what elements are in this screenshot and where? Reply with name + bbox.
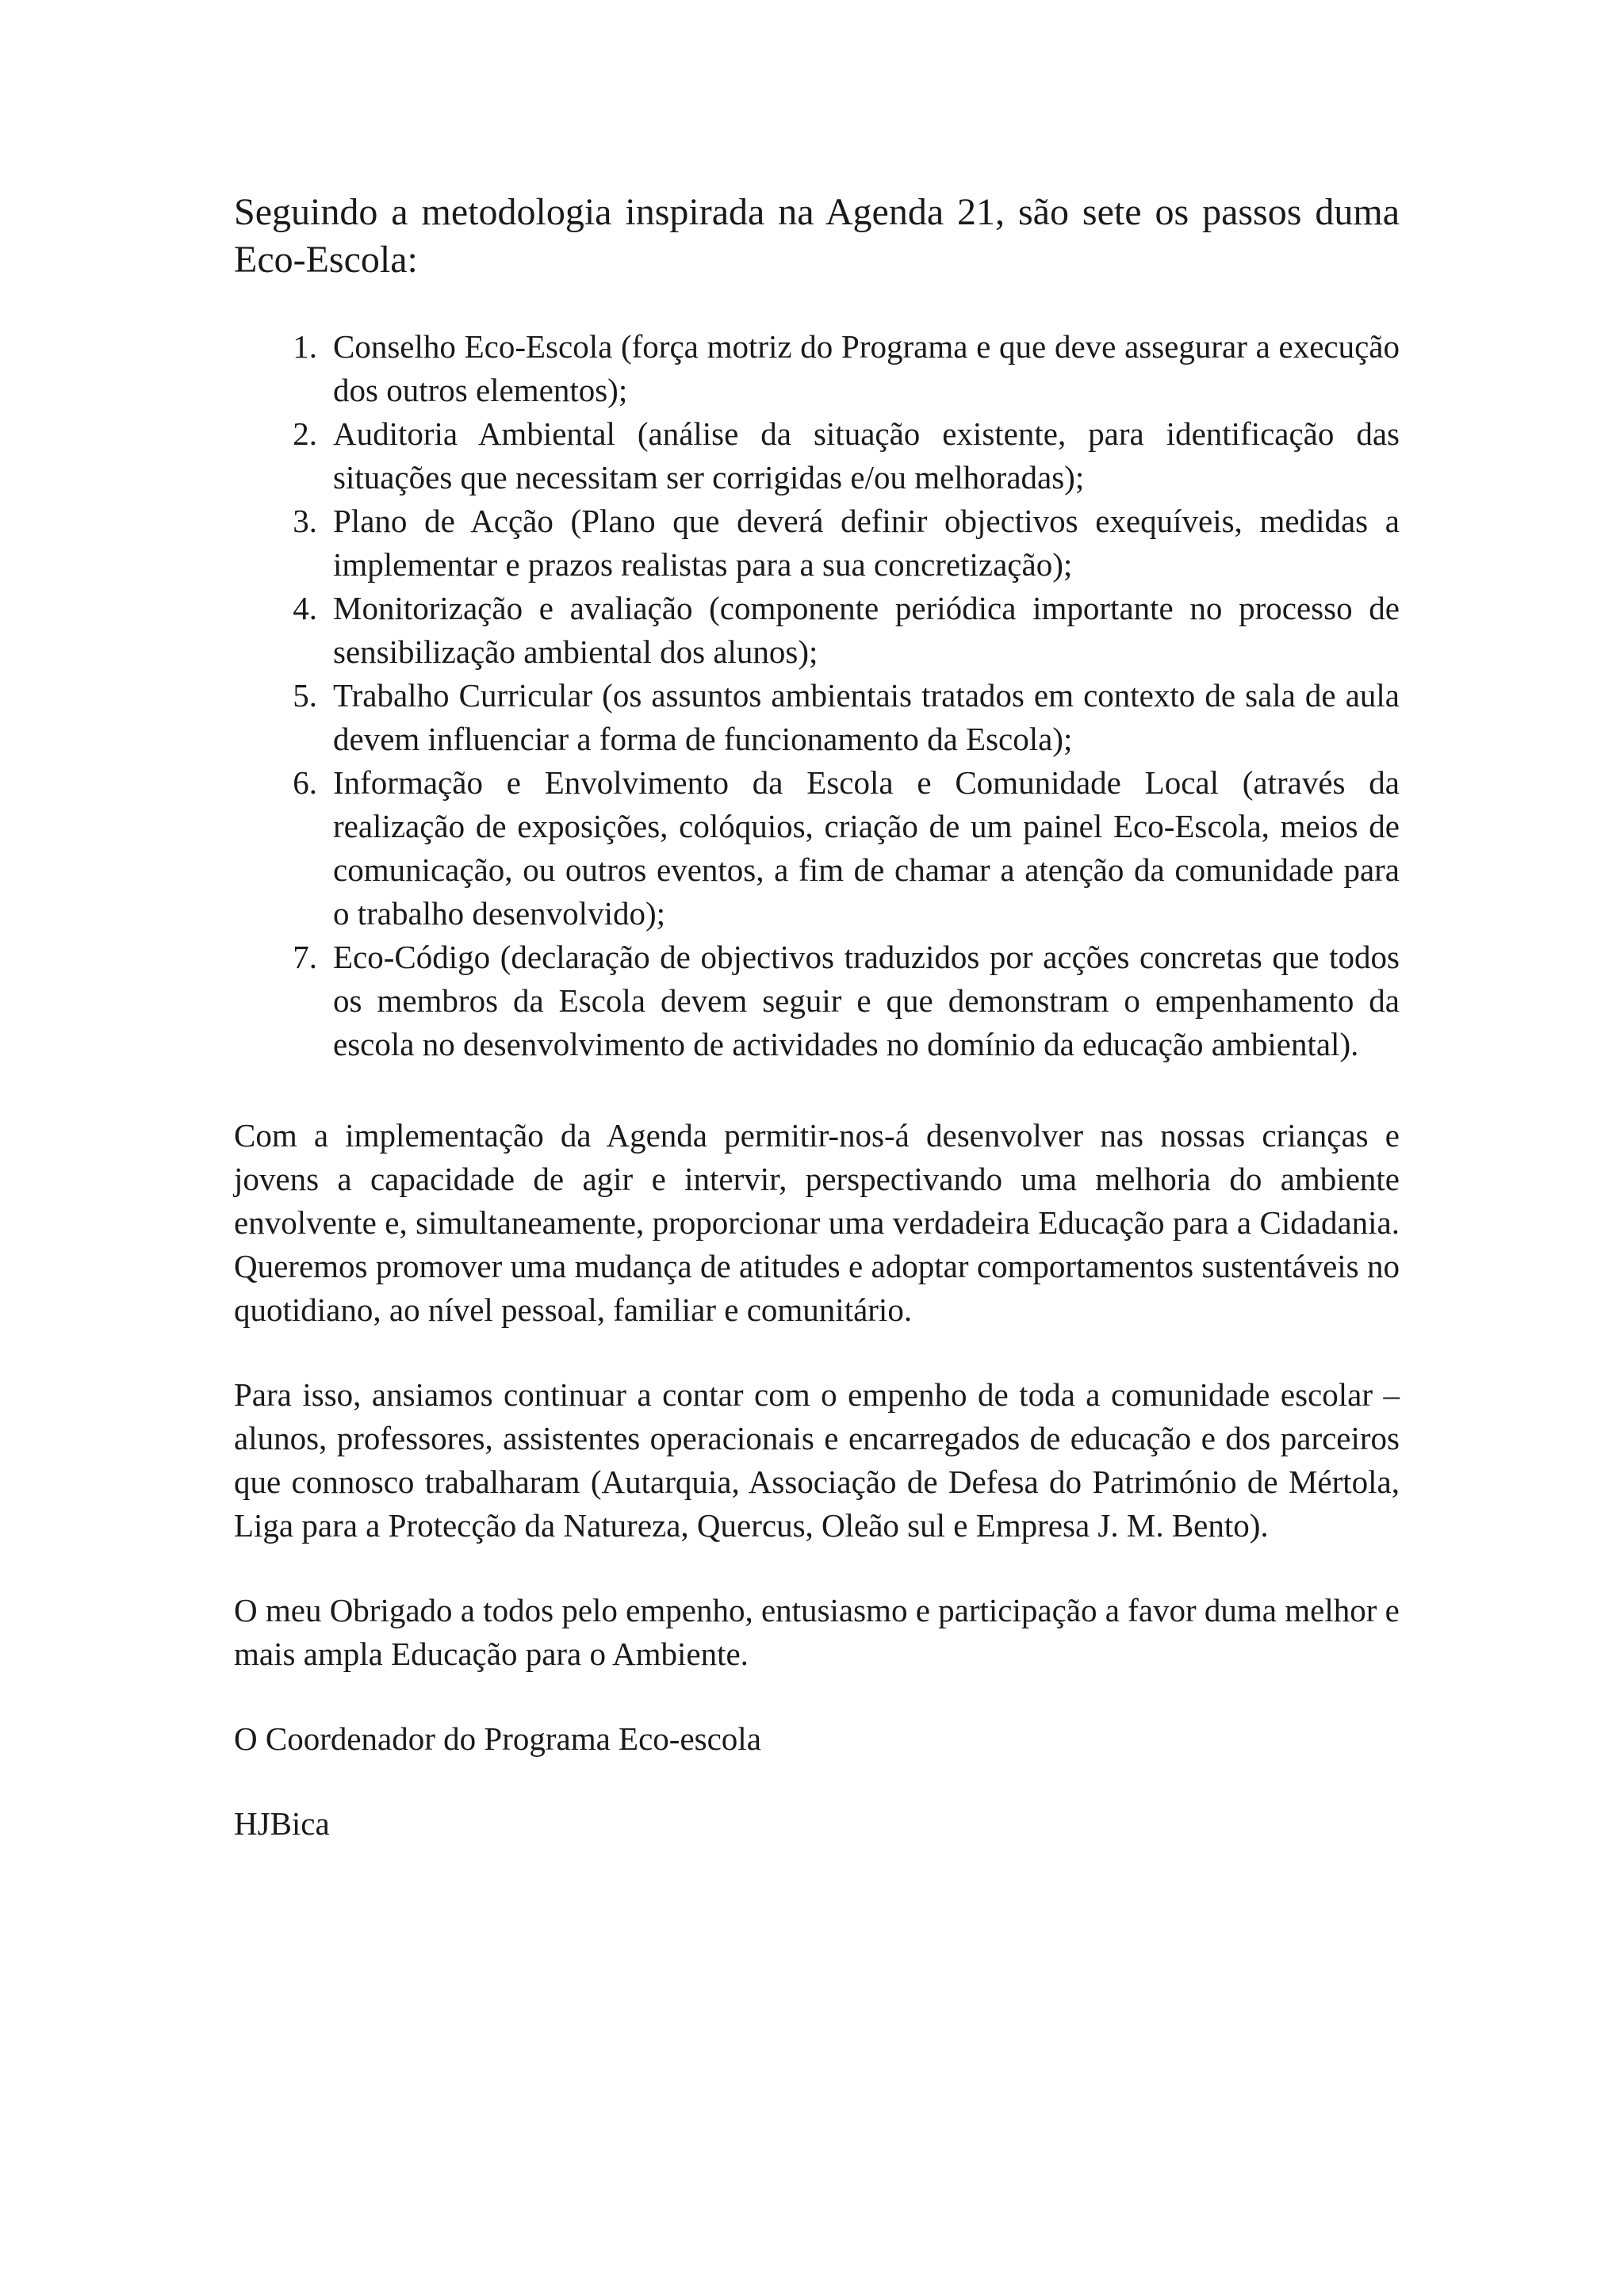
list-item-text: Informação e Envolvimento da Escola e Comunidade Local (através da realização de exposições, colóquios, criação de um painel Eco-Escola, meios de comunicação, ou outros eventos, a fim de chamar a atenção da comunidade para o trabalho desenvolvido); bbox=[333, 764, 1400, 932]
list-item-text: Auditoria Ambiental (análise da situação existente, para identificação das situações que necessitam ser corrigidas e/ou melhoradas); bbox=[333, 415, 1400, 496]
agenda-paragraph: Com a implementação da Agenda permitir-nos-á desenvolver nas nossas crianças e jovens a capacidade de agir e intervir, perspectivando uma melhoria do ambiente envolvente e, simultaneamente, proporcionar uma verdadeira Educação para a Cidadania. Queremos promover uma mudança de atitudes e adoptar comportamentos sustentáveis no quotidiano, ao nível pessoal, familiar e comunitário. bbox=[234, 1117, 1400, 1328]
list-item-text: Conselho Eco-Escola (força motriz do Programa e que deve assegurar a execução dos outros elementos); bbox=[333, 328, 1400, 408]
list-item-number: 1. bbox=[293, 328, 317, 365]
list-item bbox=[234, 412, 1400, 499]
list-item-text: Monitorização e avaliação (componente periódica importante no processo de sensibilização ambiental dos alunos); bbox=[333, 590, 1400, 670]
list-item bbox=[234, 325, 1400, 412]
list-item bbox=[234, 761, 1400, 936]
document-page bbox=[234, 189, 1400, 1887]
list-item-number: 7. bbox=[293, 939, 317, 975]
list-item-text: Plano de Acção (Plano que deverá definir objectivos exequíveis, medidas a implementar e prazos realistas para a sua concretização); bbox=[333, 503, 1400, 583]
intro-paragraph: Seguindo a metodologia inspirada na Agenda 21, são sete os passos duma Eco-Escola: bbox=[234, 191, 1400, 281]
list-item bbox=[234, 936, 1400, 1066]
list-item-number: 6. bbox=[293, 764, 317, 801]
list-item bbox=[234, 587, 1400, 674]
steps-list bbox=[234, 325, 1400, 1066]
list-item-text: Trabalho Curricular (os assuntos ambientais tratados em contexto de sala de aula devem influenciar a forma de funcionamento da Escola); bbox=[333, 677, 1400, 757]
list-item bbox=[234, 674, 1400, 761]
coordinator-line: O Coordenador do Programa Eco-escola bbox=[234, 1720, 761, 1757]
list-item-number: 4. bbox=[293, 590, 317, 626]
list-item-number: 3. bbox=[293, 503, 317, 539]
list-item-number: 5. bbox=[293, 677, 317, 714]
list-item-number: 2. bbox=[293, 415, 317, 452]
signature: HJBica bbox=[234, 1805, 330, 1842]
list-item-text: Eco-Código (declaração de objectivos traduzidos por acções concretas que todos os membros da Escola devem seguir e que demonstram o empenhamento da escola no desenvolvimento de actividades no domínio da educação ambiental). bbox=[333, 939, 1400, 1062]
list-item bbox=[234, 499, 1400, 587]
thanks-paragraph: O meu Obrigado a todos pelo empenho, entusiasmo e participação a favor duma melhor e mais ampla Educação para o Ambiente. bbox=[234, 1592, 1400, 1672]
community-paragraph: Para isso, ansiamos continuar a contar com o empenho de toda a comunidade escolar – alunos, professores, assistentes operacionais e encarregados de educação e dos parceiros que connosco trabalharam (Autarquia, Associação de Defesa do Património de Mértola, Liga para a Protecção da Natureza, Quercus, Oleão sul e Empresa J. M. Bento). bbox=[234, 1376, 1400, 1544]
